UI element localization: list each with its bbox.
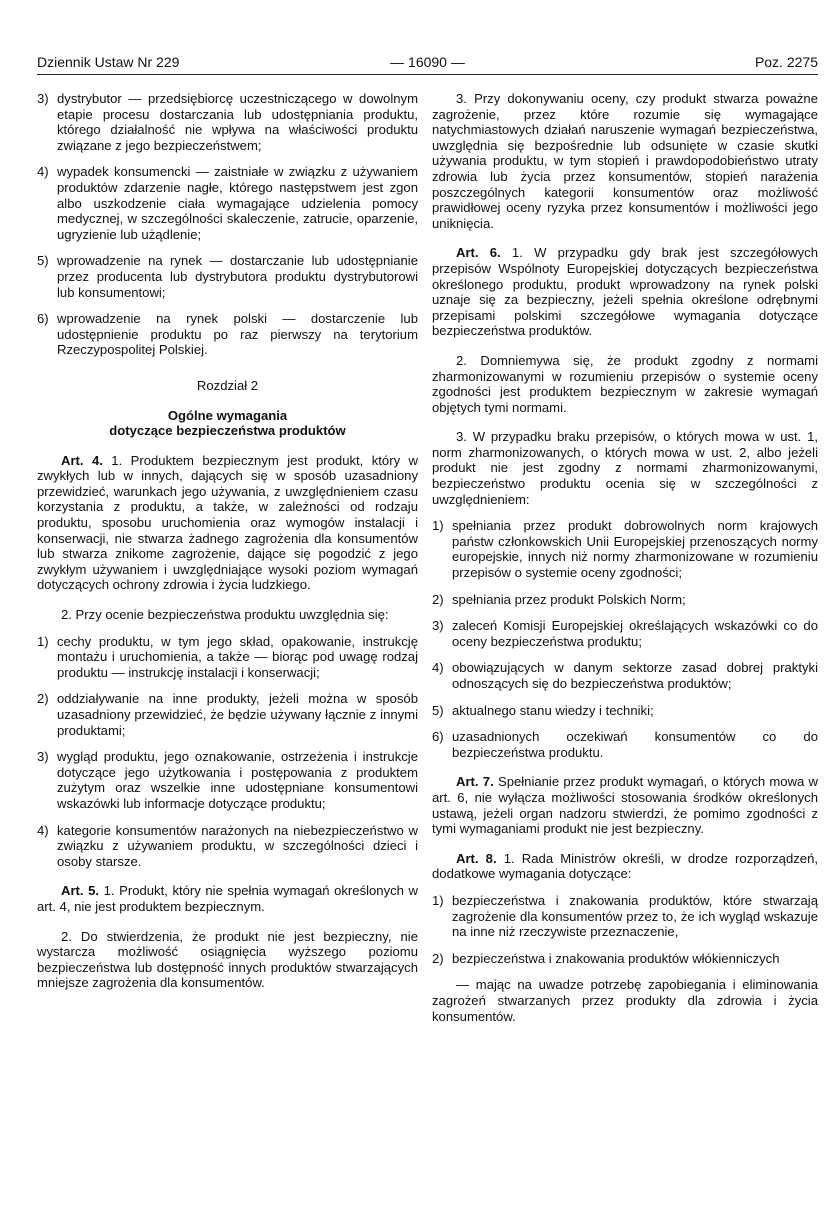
header-rule <box>37 74 818 75</box>
list-item: 4) kategorie konsumentów narażonych na niebezpieczeństwo w związku z używaniem produktu, w szczególności dzieci i osoby starsze. <box>37 822 418 869</box>
list-item: 3) zaleceń Komisji Europejskiej określających wskazówki co do oceny bezpieczeństwa produktu; <box>432 618 818 649</box>
page-number: — 16090 — <box>390 54 465 70</box>
article-6-paragraph-1: Art. 6. 1. W przypadku gdy brak jest szczegółowych przepisów Wspólnoty Europejskiej dotyczących bezpieczeństwa określonego produktu, produkt wprowadzony na rynek polski uznaje się za bezpieczny, jeżeli spełnia określone odrębnymi przepisami polskimi szczegółowe wymagania dotyczące bezpieczeństwa produktów. <box>432 245 819 339</box>
definition-item: 6) wprowadzenie na rynek polski — dostarczenie lub udostępnienie produktu po raz pierwszy na terytorium Rzeczypospolitej Polskiej. <box>37 311 418 358</box>
chapter-number: Rozdział 2 <box>196 377 259 393</box>
list-item: 4) obowiązujących w danym sektorze zasad dobrej praktyki odnoszących się do bezpieczeństwa produktów; <box>432 660 818 691</box>
article-6-paragraph-3: 3. W przypadku braku przepisów, o których mowa w ust. 1, norm zharmonizowanych, o których mowa w ust. 2, albo jeżeli produkt nie jest zgodny z normami zharmonizowanymi, bezpieczeństwo produktu ocenia się w szczególności z uwzględnieniem: <box>432 429 818 507</box>
list-item: 1) bezpieczeństwa i znakowania produktów, które stwarzają zagrożenie dla konsumentów przez to, że ich wygląd wskazuje na inne niż rzeczywiste przeznaczenie, <box>432 892 818 940</box>
definition-item: 4) wypadek konsumencki — zaistniałe w związku z używaniem produktów zdarzenie nagłe, którego następstwem jest zgon albo uszkodzenie ciała wymagające udzielenia pomocy medycznej, w szczególności skaleczenie, zatrucie, oparzenie, ugryzienie lub użądlenie; <box>37 164 418 242</box>
article-label: Art. 8. <box>456 850 497 866</box>
journal-title: Dziennik Ustaw Nr 229 <box>37 54 180 70</box>
article-5-paragraph-2: 2. Do stwierdzenia, że produkt nie jest bezpieczny, nie wystarcza możliwość osiągnięcia wyższego poziomu bezpieczeństwa lub dostępność innych produktów stwarzających mniejsze zagrożenia dla konsumentów. <box>37 928 418 991</box>
article-6-paragraph-2: 2. Domniemywa się, że produkt zgodny z normami zharmonizowanymi w rozumieniu przepisów o systemie oceny zgodności jest produktem bezpiecznym w zakresie wymagań objętych tymi normami. <box>432 352 818 415</box>
right-column <box>432 91 818 1024</box>
article-label: Art. 7. <box>456 774 494 790</box>
article-label: Art. 4. <box>61 452 103 468</box>
article-4-paragraph-2: 2. Przy ocenie bezpieczeństwa produktu uwzględnia się: <box>61 607 389 623</box>
page-header <box>37 53 818 73</box>
left-column <box>37 91 418 991</box>
article-8-tail: — mając na uwadze potrzebę zapobiegania i eliminowania zagrożeń stwarzanych przez produkty dla zdrowia i życia konsumentów. <box>432 977 818 1024</box>
article-label: Art. 6. <box>456 245 501 261</box>
article-4-paragraph-1: Art. 4. 1. Produktem bezpiecznym jest produkt, który w zwykłych lub w innych, dających się w sposób uzasadniony przewidzieć, warunkach jego używania, z uwzględnieniem czasu korzystania z produktu, a także, w zależności od rodzaju produktu, sposobu uruchomienia oraz wymogów instalacji i konserwacji, nie stwarza żadnego zagrożenia dla konsumentów lub stwarza znikome zagrożenie, dające się pogodzić z jego zwykłym używaniem i uwzględniające wysoki poziom wymagań dotyczących ochrony zdrowia i życia ludzkiego. <box>37 452 418 593</box>
list-item: 3) wygląd produktu, jego oznakowanie, ostrzeżenia i instrukcje dotyczące jego użytkowania i postępowania z produktem zużytym oraz wszelkie inne udostępniane konsumentowi wskazówki lub informacje dotyczące produktu; <box>37 749 418 811</box>
article-label: Art. 5. <box>61 883 100 899</box>
chapter-title: Ogólne wymagania dotyczące bezpieczeństwa produktów <box>109 407 346 439</box>
list-item: 6) uzasadnionych oczekiwań konsumentów co do bezpieczeństwa produktu. <box>432 729 818 760</box>
list-item: 1) spełniania przez produkt dobrowolnych norm krajowych państw członkowskich Unii Europejskiej przenoszących normy europejskie, innych niż normy zharmonizowane w rozumieniu przepisów o systemie oceny zgodności; <box>432 518 818 581</box>
list-item: 2) oddziaływanie na inne produkty, jeżeli można w sposób uzasadniony przewidzieć, że będzie używany łącznie z innymi produktami; <box>37 691 418 738</box>
article-8-paragraph-1: Art. 8. 1. Rada Ministrów określi, w drodze rozporządzeń, dodatkowe wymagania dotyczące: <box>432 850 818 882</box>
list-item: 2) bezpieczeństwa i znakowania produktów włókienniczych <box>432 950 780 966</box>
article-7: Art. 7. Spełnianie przez produkt wymagań, o których mowa w art. 6, nie wyłącza możliwości stosowania środków określonych ustawą, jeżeli organ nadzoru stwierdzi, że pomimo zgodności z tymi wymaganiami produkt nie jest bezpieczny. <box>432 774 819 837</box>
definition-item: 3) dystrybutor — przedsiębiorcę uczestniczącego w dowolnym etapie procesu dostarczania lub udostępniania produktu, którego działalność nie wpływa na właściwości produktu związane z jego bezpieczeństwem; <box>37 91 418 153</box>
list-item: 2) spełniania przez produkt Polskich Norm; <box>432 591 686 607</box>
list-item: 1) cechy produktu, w tym jego skład, opakowanie, instrukcję montażu i uruchomienia, a także — biorąc pod uwagę rodzaj produktu — instrukcję instalacji i konserwacji; <box>37 633 418 680</box>
definition-item: 5) wprowadzenie na rynek — dostarczanie lub udostępnianie przez producenta lub dystrybutora produktu dystrybutorowi lub konsumentowi; <box>37 253 418 300</box>
position-number: Poz. 2275 <box>754 54 818 70</box>
article-5-paragraph-3: 3. Przy dokonywaniu oceny, czy produkt stwarza poważne zagrożenie, przez które rozumie się wymagające natychmiastowych działań naruszenie wymagań bezpieczeństwa, uwzględnia się bezpośrednie lub odsunięte w czasie skutki używania produktu, w tym stopień i prawdopodobieństwo utraty zdrowia lub życia przez konsumentów, stopień narażenia poszczególnych kategorii konsumentów oraz możliwość prawidłowej oceny ryzyka przez konsumentów i możliwości jego uniknięcia. <box>432 91 818 231</box>
list-item: 5) aktualnego stanu wiedzy i techniki; <box>432 702 654 718</box>
article-5-paragraph-1: Art. 5. 1. Produkt, który nie spełnia wymagań określonych w art. 4, nie jest produktem bezpiecznym. <box>37 883 418 914</box>
